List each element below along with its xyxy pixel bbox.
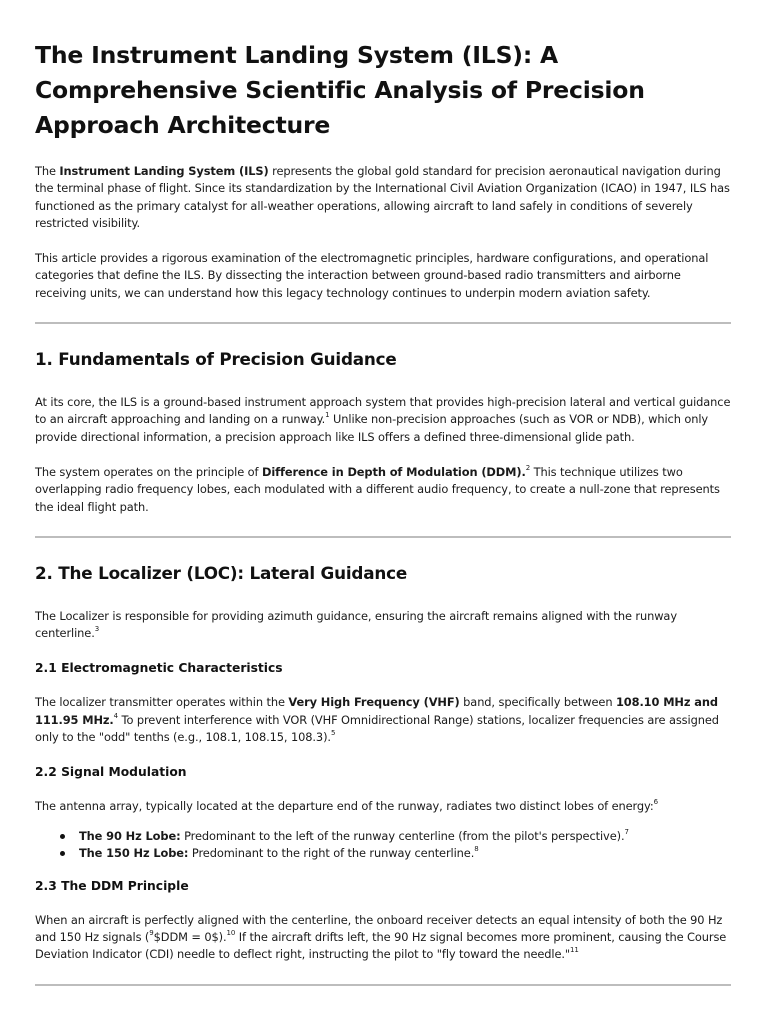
section-divider <box>35 322 731 324</box>
bold-term: Difference in Depth of Modulation (DDM) <box>261 464 522 479</box>
section-2-heading: 2. The Localizer (LOC): Lateral Guidance <box>35 562 408 583</box>
intro-paragraph-2: This article provides a rigorous examination of the electromagnetic principles, hardware configurations, and operational categories that define the ILS. By dissecting the interaction between ground-based radio transmitters and airborne receiving units, we can understand how this legacy technology continues to underpin modern aviation safety. <box>35 251 709 300</box>
section-1-paragraph-1 <box>35 394 731 446</box>
subsection-2-1-paragraph <box>35 694 731 746</box>
subsection-2-3-heading: 2.3 The DDM Principle <box>35 878 189 893</box>
footnote-ref[interactable]: 8 <box>474 844 479 853</box>
footnote-ref[interactable]: 1 <box>325 411 330 420</box>
intro-paragraph-1 <box>35 163 731 232</box>
bold-term: 108.10 MHz and 111.95 MHz <box>35 695 718 727</box>
bold-term: Very High Frequency (VHF) <box>288 695 460 710</box>
footnote-ref[interactable]: 5 <box>330 729 336 738</box>
footnote-ref[interactable]: 2 <box>525 463 531 472</box>
text-span: The <box>35 164 60 178</box>
text-span: The localizer transmitter operates within the <box>35 695 289 710</box>
list-item <box>79 845 731 862</box>
section-1-paragraph-2 <box>35 464 731 516</box>
text-span: $DDM = 0$). <box>153 929 227 944</box>
footnote-ref[interactable]: 4 <box>113 711 119 720</box>
text-span: The Localizer is responsible for providing azimuth guidance, ensuring the aircraft remains aligned with the runway centerline. <box>35 608 677 641</box>
text-span: When an aircraft is perfectly aligned with the centerline, the onboard receiver detects an equal intensity of both the 90 Hz and 150 Hz signals ( <box>35 912 723 944</box>
text-span: To prevent interference with VOR (VHF Omnidirectional Range) stations, localizer frequencies are assigned only to the "odd" tenths (e.g., 108.1, 108.15, 108.3). <box>35 712 719 745</box>
bold-term: The 90 Hz Lobe: <box>79 828 181 843</box>
subsection-2-2-heading: 2.2 Signal Modulation <box>35 765 187 780</box>
text-span: represents the global gold standard for precision aeronautical navigation during the terminal phase of flight. Since its standardization by the International Civil Aviation Organization (ICAO) in 1947, ILS has functioned as the primary catalyst for all-weather operations, allowing aircraft to land safely in conditions of severely restricted visibility. <box>35 164 730 230</box>
text-span: The antenna array, typically located at the departure end of the runway, radiates two distinct lobes of energy: <box>35 799 654 814</box>
subsection-2-1-heading: 2.1 Electromagnetic Characteristics <box>35 661 283 676</box>
footnote-ref[interactable]: 3 <box>94 625 100 634</box>
text-span: band, specifically between <box>459 695 616 710</box>
section-divider <box>35 536 731 538</box>
list-item <box>79 828 731 845</box>
lobe-list <box>35 828 731 862</box>
subsection-2-3-paragraph <box>35 912 731 964</box>
text-span: Predominant to the left of the runway centerline (from the pilot's perspective). <box>180 828 625 843</box>
section-divider <box>35 984 731 986</box>
footnote-ref[interactable]: 6 <box>653 798 658 807</box>
section-1-heading: 1. Fundamentals of Precision Guidance <box>35 349 397 370</box>
text-span: This technique utilizes two overlapping radio frequency lobes, each modulated with a different audio frequency, to create a null-zone that represents the ideal flight path. <box>35 464 720 514</box>
subsection-2-2-paragraph <box>35 798 731 815</box>
text-span: If the aircraft drifts left, the 90 Hz signal becomes more prominent, causing the Course Deviation Indicator (CDI) needle to deflect right, instructing the pilot to "fly toward the needle." <box>35 929 727 962</box>
text-span: Unlike non-precision approaches (such as VOR or NDB), which only provide directional information, a precision approach like ILS offers a defined three-dimensional glide path. <box>35 412 709 444</box>
footnote-ref[interactable]: 7 <box>624 827 629 836</box>
bold-term: The 150 Hz Lobe: <box>79 845 189 860</box>
section-2-paragraph-1 <box>35 608 731 643</box>
text-span: Predominant to the right of the runway centerline. <box>188 845 475 860</box>
bold-term: . <box>109 712 114 727</box>
footnote-ref[interactable]: 9 <box>149 928 154 937</box>
bold-term: Instrument Landing System (ILS) <box>59 164 269 178</box>
bold-term: . <box>521 464 526 479</box>
footnote-ref[interactable]: 10 <box>226 928 236 937</box>
text-span: The system operates on the principle of <box>35 464 262 479</box>
footnote-ref[interactable]: 11 <box>570 946 579 955</box>
article-title: The Instrument Landing System (ILS): A Comprehensive Scientific Analysis of Precision Approach Architecture <box>35 41 645 139</box>
text-span: At its core, the ILS is a ground-based instrument approach system that provides high-precision lateral and vertical guidance to an aircraft approaching and landing on a runway. <box>35 395 731 427</box>
